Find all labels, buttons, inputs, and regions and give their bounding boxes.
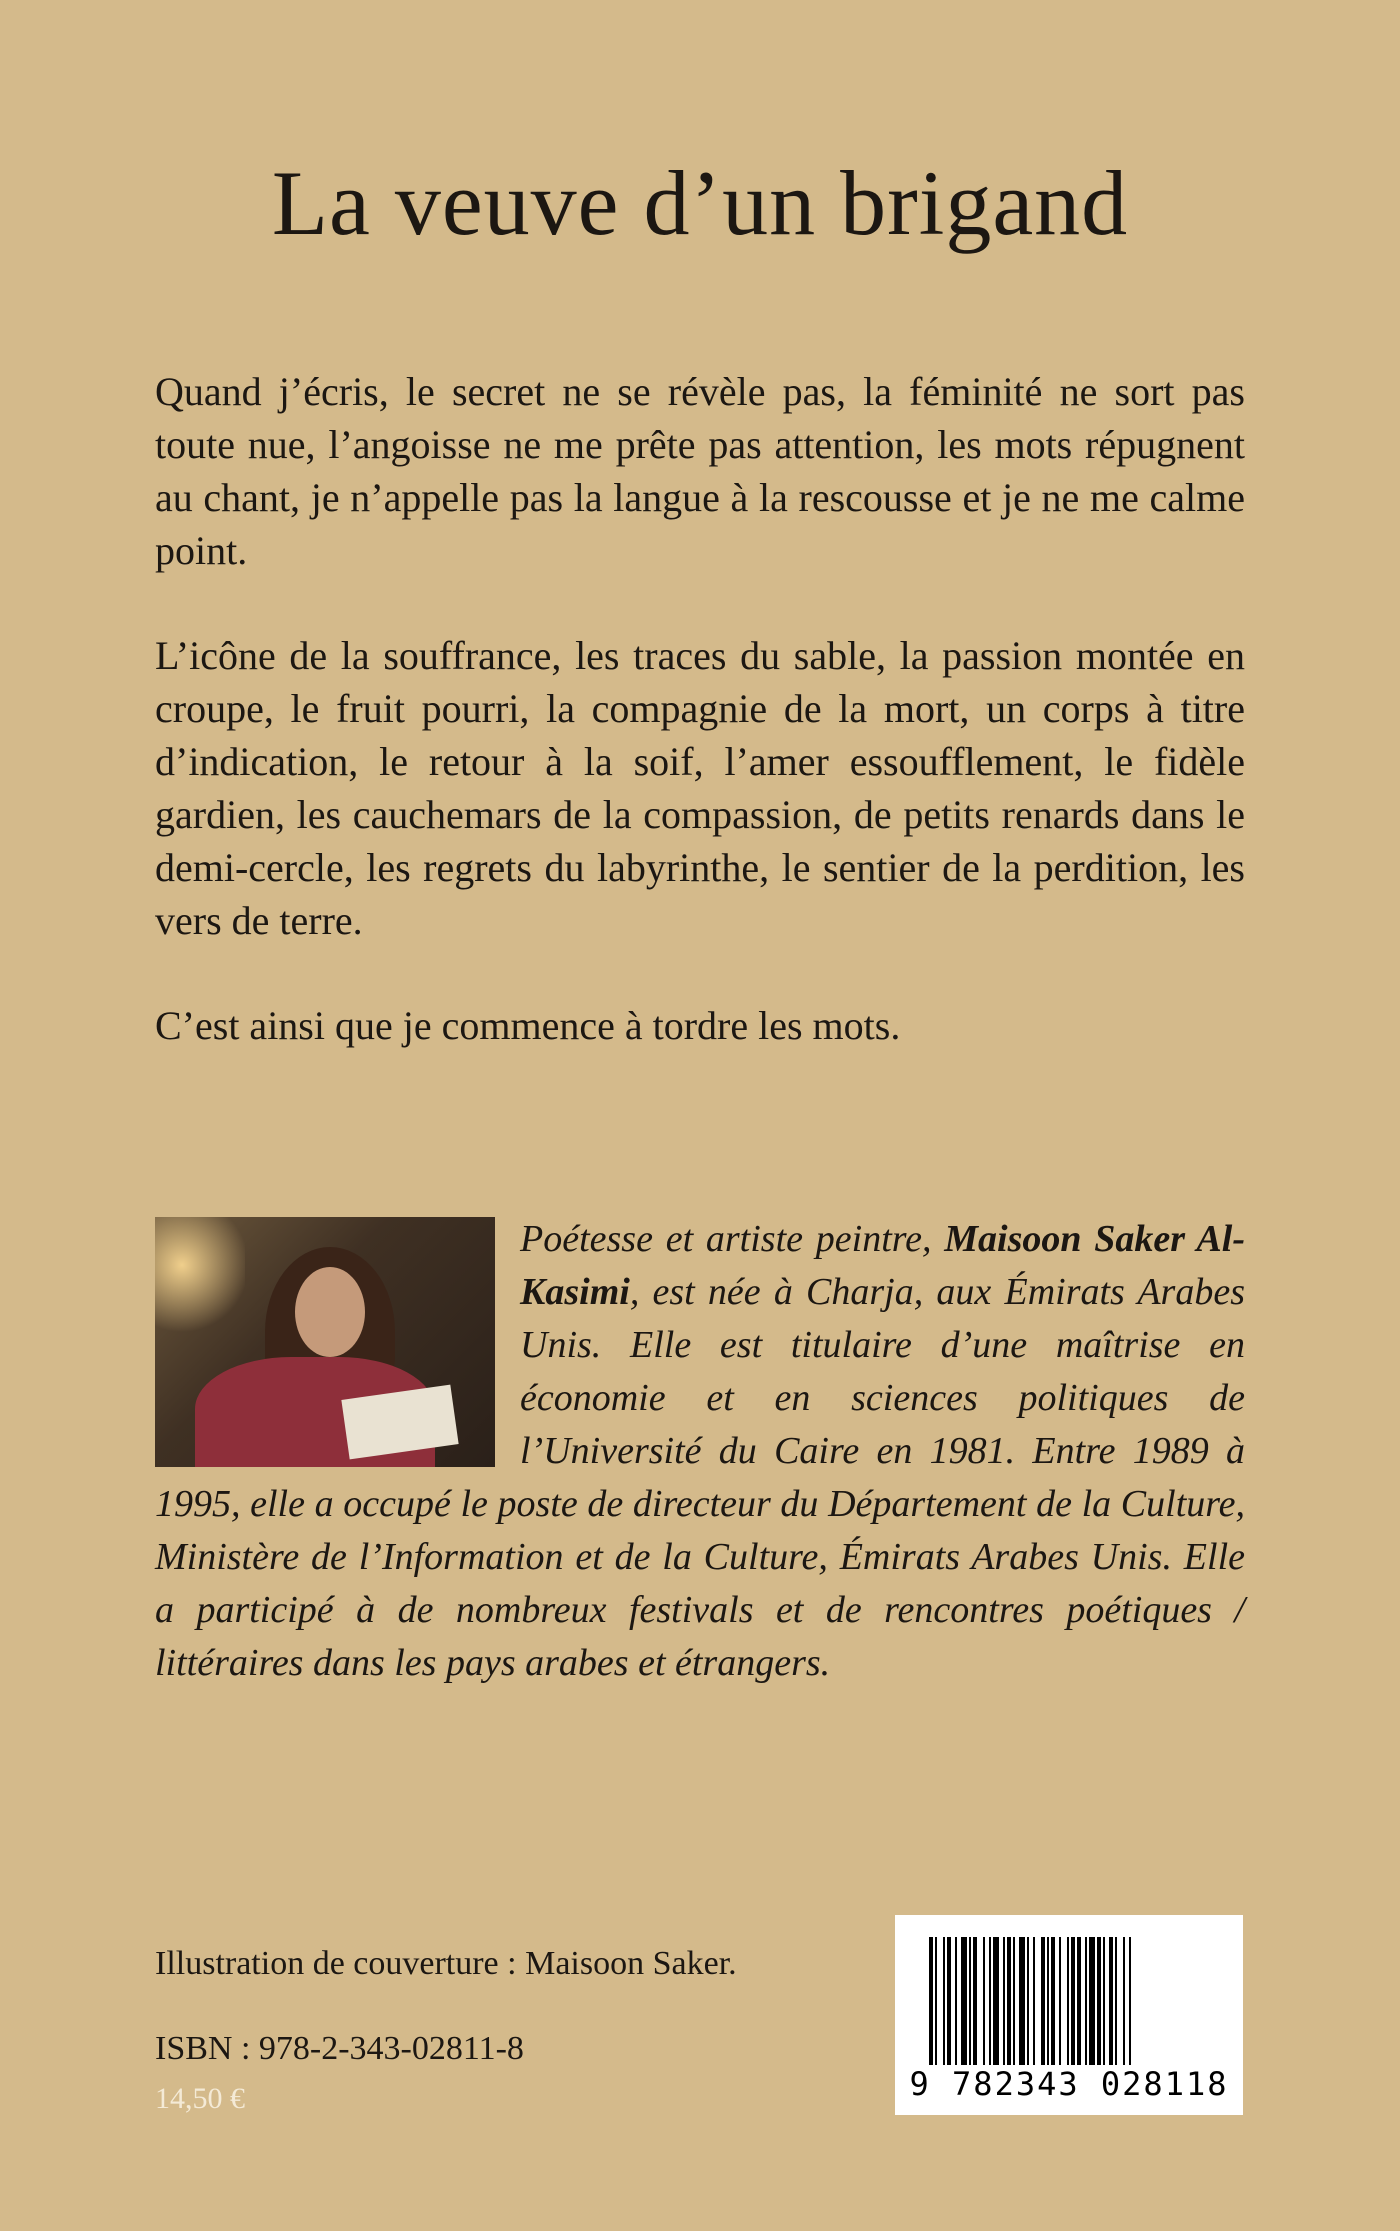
cover-credit: Illustration de couverture : Maisoon Saker. xyxy=(155,1945,737,1982)
bio-intro: Poétesse et artiste peintre, xyxy=(520,1218,945,1260)
blurb-paragraph: L’icône de la souffrance, les traces du sable, la passion montée en croupe, le fruit pourri, la compagnie de la mort, un corps à titre d’indication, le retour à la soif, l’amer essoufflement, le fidèle gardien, les cauchemars de la compassion, de petits renards dans le demi-cercle, les regrets du labyrinthe, le sentier de la perdition, les vers de terre. xyxy=(155,633,1245,943)
barcode-number: 9 782343 028118 xyxy=(909,2065,1229,2103)
blurb xyxy=(155,365,1245,1104)
price: 14,50 € xyxy=(155,2082,245,2115)
author-bio xyxy=(155,1213,1245,1690)
barcode xyxy=(895,1915,1243,2115)
author-name: Maisoon Saker Al-Kasimi xyxy=(520,1218,1245,1313)
bio-text: , est née à Charja, aux Émirats Arabes Unis. Elle est titulaire d’une maîtrise en économie et en sciences politiques de l’Université du Caire en 1981. Entre 1989 à 1995, elle a occupé le poste de directeur du Département de la Culture, Ministère de l’Information et de la Culture, Émirats Arabes Unis. Elle a participé à de nombreux festivals et de rencontres poétiques / littéraires dans les pays arabes et étrangers. xyxy=(155,1271,1245,1684)
book-title: La veuve d’un brigand xyxy=(271,152,1129,254)
author-photo xyxy=(155,1217,495,1467)
isbn: ISBN : 978-2-343-02811-8 xyxy=(155,2030,524,2067)
blurb-paragraph: C’est ainsi que je commence à tordre les mots. xyxy=(155,1003,901,1048)
blurb-paragraph: Quand j’écris, le secret ne se révèle pas, la féminité ne sort pas toute nue, l’angoisse ne me prête pas attention, les mots répugnent au chant, je n’appelle pas la langue à la rescousse et je ne me calme point. xyxy=(155,369,1245,573)
